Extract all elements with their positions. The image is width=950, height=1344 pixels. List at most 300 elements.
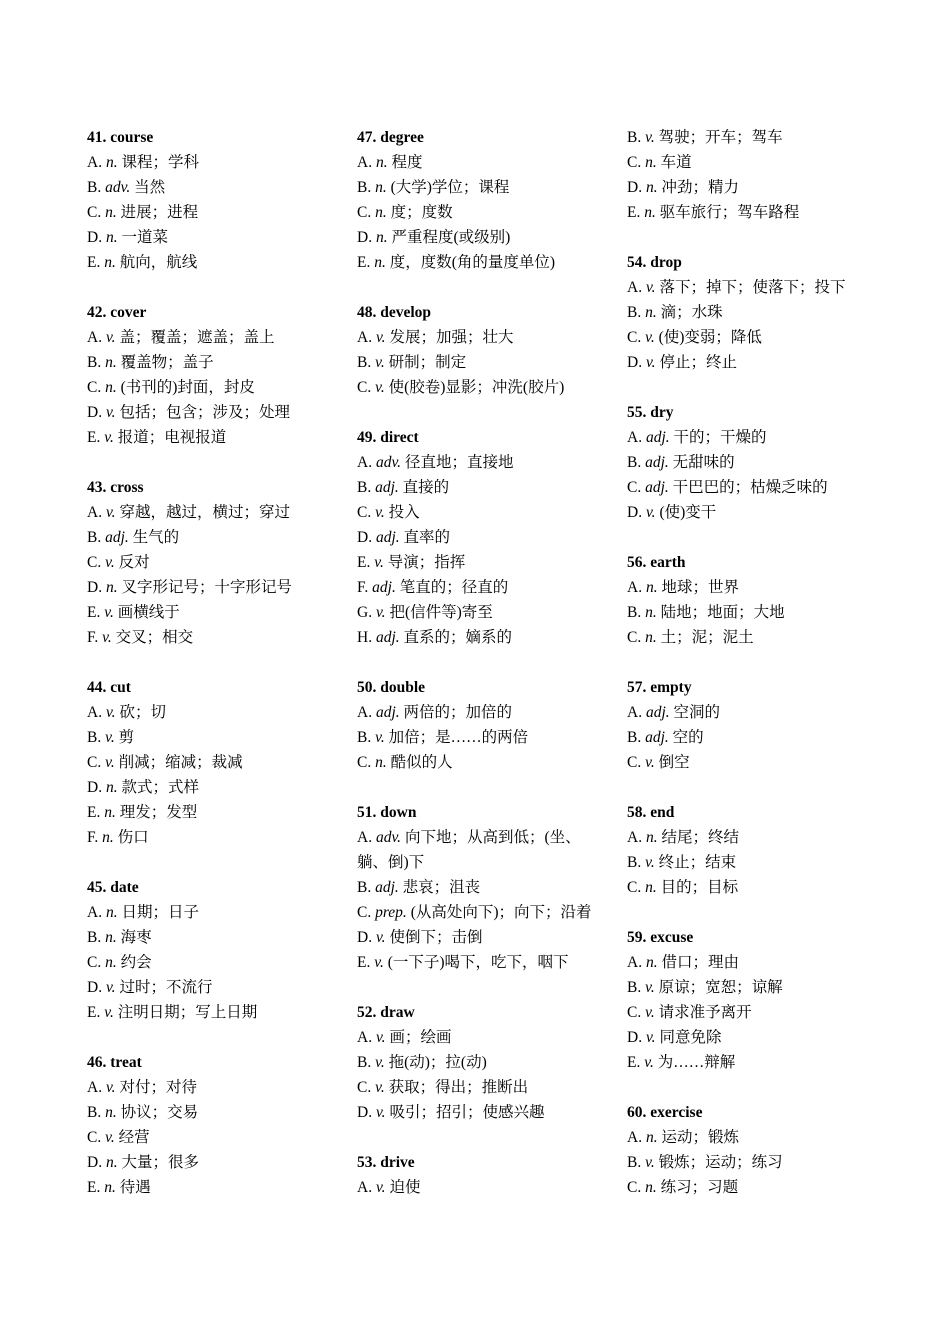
- sense-letter: A.: [357, 329, 373, 346]
- sense-definition: 终止；结束: [658, 854, 737, 871]
- sense-definition: 向下地；从高到低；(坐、躺、倒)下: [357, 829, 581, 871]
- part-of-speech: n.: [645, 1179, 657, 1196]
- sense-line: [87, 925, 327, 950]
- part-of-speech: n.: [105, 954, 117, 971]
- entry-number: 43.: [87, 479, 107, 496]
- sense-letter: A.: [627, 279, 643, 296]
- sense-line: [87, 625, 327, 650]
- part-of-speech: n.: [104, 804, 116, 821]
- sense-letter: A.: [627, 704, 643, 721]
- sense-definition: 直系的；嫡系的: [403, 629, 513, 646]
- part-of-speech: adj.: [375, 529, 400, 546]
- sense-line: [627, 500, 867, 525]
- vocab-entry: [87, 875, 327, 1025]
- sense-line: [357, 1025, 609, 1050]
- sense-letter: H.: [357, 629, 373, 646]
- sense-letter: A.: [87, 329, 103, 346]
- sense-definition: 空洞的: [673, 704, 721, 721]
- entry-word: double: [380, 679, 426, 696]
- sense-letter: B.: [357, 354, 372, 371]
- sense-letter: B.: [357, 479, 372, 496]
- sense-line: [357, 700, 609, 725]
- part-of-speech: v.: [105, 504, 116, 521]
- vocab-entry: [87, 475, 327, 650]
- entry-word: develop: [380, 304, 432, 321]
- sense-letter: C.: [627, 754, 642, 771]
- sense-letter: C.: [357, 1079, 372, 1096]
- vocab-entry: [627, 550, 867, 650]
- sense-line: [87, 1075, 327, 1100]
- sense-definition: 驱车旅行；驾车路程: [659, 204, 800, 221]
- sense-line: [357, 175, 609, 200]
- sense-definition: 冲劲；精力: [661, 179, 739, 196]
- sense-letter: D.: [87, 579, 103, 596]
- sense-line: [627, 1150, 867, 1175]
- sense-definition: 交叉；相交: [115, 629, 194, 646]
- entry-number: 55.: [627, 404, 647, 421]
- entry-word: exercise: [650, 1104, 703, 1121]
- entry-word: date: [110, 879, 139, 896]
- sense-letter: A.: [87, 704, 103, 721]
- vocab-entry: [357, 425, 609, 650]
- sense-definition: 过时；不流行: [119, 979, 213, 996]
- part-of-speech: v.: [374, 954, 384, 971]
- part-of-speech: adj.: [372, 579, 396, 596]
- sense-definition: 注明日期；写上日期: [117, 1004, 258, 1021]
- sense-definition: 空的: [672, 729, 704, 746]
- vocab-entry: [357, 125, 609, 275]
- sense-line: [627, 125, 867, 150]
- part-of-speech: n.: [105, 229, 118, 246]
- part-of-speech: adj.: [645, 729, 669, 746]
- sense-letter: C.: [627, 479, 642, 496]
- sense-letter: C.: [87, 379, 102, 396]
- sense-letter: C.: [357, 754, 372, 771]
- sense-line: [627, 700, 867, 725]
- sense-line: [87, 950, 327, 975]
- entry-headword: [627, 400, 867, 425]
- sense-letter: G.: [357, 604, 373, 621]
- sense-letter: F.: [87, 629, 99, 646]
- part-of-speech: v.: [105, 729, 115, 746]
- vocab-entry: [87, 675, 327, 850]
- sense-letter: C.: [87, 554, 102, 571]
- sense-definition: 拖(动)；拉(动): [388, 1054, 487, 1071]
- sense-letter: F.: [87, 829, 99, 846]
- part-of-speech: v.: [645, 854, 655, 871]
- sense-letter: E.: [357, 954, 371, 971]
- entry-number: 58.: [627, 804, 647, 821]
- entry-headword: [627, 1100, 867, 1125]
- sense-line: [87, 1125, 327, 1150]
- sense-definition: 严重程度(或级别): [391, 229, 511, 246]
- entry-number: 56.: [627, 554, 647, 571]
- sense-line: [87, 800, 327, 825]
- sense-letter: D.: [87, 1154, 103, 1171]
- entry-word: cut: [110, 679, 131, 696]
- sense-line: [627, 1175, 867, 1200]
- part-of-speech: v.: [645, 979, 655, 996]
- sense-line: [627, 975, 867, 1000]
- entry-number: 44.: [87, 679, 107, 696]
- sense-definition: 请求准予离开: [658, 1004, 752, 1021]
- sense-definition: 干的；干燥的: [673, 429, 767, 446]
- sense-line: [357, 750, 609, 775]
- part-of-speech: n.: [104, 1179, 116, 1196]
- sense-definition: 伤口: [117, 829, 149, 846]
- sense-definition: 悲哀；沮丧: [402, 879, 481, 896]
- sense-line: [87, 575, 327, 600]
- sense-line: [87, 825, 327, 850]
- entry-word: direct: [380, 429, 419, 446]
- entry-word: earth: [650, 554, 686, 571]
- sense-definition: 原谅；宽恕；谅解: [658, 979, 783, 996]
- part-of-speech: n.: [645, 1129, 658, 1146]
- entry-number: 57.: [627, 679, 647, 696]
- entry-headword: [627, 800, 867, 825]
- part-of-speech: v.: [375, 329, 386, 346]
- sense-letter: D.: [357, 229, 373, 246]
- sense-definition: 练习；习题: [660, 1179, 739, 1196]
- part-of-speech: n.: [105, 579, 118, 596]
- entry-number: 42.: [87, 304, 107, 321]
- part-of-speech: n.: [375, 229, 388, 246]
- column-1: [87, 125, 327, 1225]
- vocab-entry: [357, 800, 609, 975]
- sense-line: [87, 975, 327, 1000]
- sense-letter: B.: [627, 604, 642, 621]
- entry-headword: [87, 875, 327, 900]
- sense-definition: 为……辩解: [657, 1054, 736, 1071]
- entry-word: degree: [380, 129, 424, 146]
- sense-letter: A.: [357, 154, 373, 171]
- part-of-speech: v.: [645, 1029, 656, 1046]
- sense-letter: B.: [357, 1054, 372, 1071]
- sense-line: [357, 1100, 609, 1125]
- entry-headword: [87, 675, 327, 700]
- sense-line: [627, 450, 867, 475]
- sense-definition: 程度: [391, 154, 423, 171]
- sense-line: [627, 875, 867, 900]
- entry-number: 48.: [357, 304, 377, 321]
- part-of-speech: v.: [105, 329, 116, 346]
- sense-line: [87, 525, 327, 550]
- sense-definition: 驾驶；开车；驾车: [658, 129, 783, 146]
- sense-letter: B.: [87, 529, 102, 546]
- vocab-entry: [627, 125, 867, 225]
- sense-definition: (使)变干: [659, 504, 717, 521]
- sense-definition: 画；绘画: [389, 1029, 452, 1046]
- sense-definition: 使倒下；击倒: [389, 929, 483, 946]
- sense-line: [87, 1100, 327, 1125]
- sense-definition: 理发；发型: [119, 804, 198, 821]
- part-of-speech: v.: [105, 979, 116, 996]
- sense-letter: A.: [357, 1179, 373, 1196]
- column-2: [357, 125, 609, 1225]
- sense-line: [627, 750, 867, 775]
- part-of-speech: n.: [102, 829, 114, 846]
- entry-headword: [87, 1050, 327, 1075]
- sense-line: [357, 475, 609, 500]
- sense-letter: C.: [627, 1004, 642, 1021]
- sense-line: [627, 575, 867, 600]
- part-of-speech: adj.: [375, 879, 399, 896]
- sense-definition: 生气的: [132, 529, 180, 546]
- part-of-speech: n.: [105, 779, 118, 796]
- sense-line: [87, 900, 327, 925]
- part-of-speech: v.: [105, 704, 116, 721]
- part-of-speech: n.: [375, 204, 387, 221]
- part-of-speech: v.: [375, 729, 385, 746]
- sense-definition: 借口；理由: [661, 954, 739, 971]
- sense-line: [87, 175, 327, 200]
- sense-letter: A.: [357, 829, 373, 846]
- part-of-speech: adj.: [645, 479, 669, 496]
- part-of-speech: n.: [105, 379, 117, 396]
- sense-letter: B.: [87, 929, 102, 946]
- sense-letter: B.: [357, 729, 372, 746]
- sense-definition: 一道菜: [121, 229, 168, 246]
- sense-definition: 约会: [120, 954, 152, 971]
- part-of-speech: n.: [645, 879, 657, 896]
- sense-letter: C.: [87, 1129, 102, 1146]
- sense-line: [357, 875, 609, 900]
- sense-line: [357, 250, 609, 275]
- vocab-entry: [87, 125, 327, 275]
- part-of-speech: v.: [375, 1029, 386, 1046]
- sense-letter: D.: [627, 179, 643, 196]
- sense-definition: 导演；指挥: [387, 554, 466, 571]
- sense-definition: 停止；终止: [659, 354, 737, 371]
- sense-line: [627, 200, 867, 225]
- sense-letter: A.: [357, 1029, 373, 1046]
- sense-letter: D.: [627, 354, 643, 371]
- sense-definition: 倒空: [658, 754, 690, 771]
- sense-definition: 度；度数: [390, 204, 453, 221]
- sense-definition: 车道: [660, 154, 692, 171]
- entry-headword: [627, 250, 867, 275]
- part-of-speech: adv.: [105, 179, 131, 196]
- entry-headword: [357, 125, 609, 150]
- sense-line: [357, 200, 609, 225]
- sense-line: [87, 350, 327, 375]
- sense-definition: 航向，航线: [119, 254, 198, 271]
- sense-letter: A.: [87, 1079, 103, 1096]
- part-of-speech: n.: [105, 904, 118, 921]
- entry-word: course: [110, 129, 154, 146]
- entry-word: draw: [380, 1004, 415, 1021]
- part-of-speech: n.: [375, 179, 387, 196]
- entry-word: end: [650, 804, 675, 821]
- sense-definition: 盖；覆盖；遮盖；盖上: [119, 329, 275, 346]
- part-of-speech: v.: [105, 1129, 115, 1146]
- sense-letter: F.: [357, 579, 369, 596]
- sense-line: [627, 1000, 867, 1025]
- entry-number: 45.: [87, 879, 107, 896]
- sense-letter: B.: [627, 854, 642, 871]
- entry-headword: [87, 475, 327, 500]
- sense-line: [357, 825, 609, 875]
- part-of-speech: v.: [645, 1004, 655, 1021]
- part-of-speech: n.: [105, 1154, 118, 1171]
- sense-definition: 滴；水珠: [660, 304, 723, 321]
- entry-number: 59.: [627, 929, 647, 946]
- vocab-entry: [627, 800, 867, 900]
- sense-definition: 包括；包含；涉及；处理: [119, 404, 290, 421]
- sense-definition: 结尾；终结: [661, 829, 739, 846]
- part-of-speech: n.: [645, 154, 657, 171]
- sense-letter: C.: [357, 504, 372, 521]
- sense-line: [357, 350, 609, 375]
- entry-headword: [87, 125, 327, 150]
- part-of-speech: n.: [375, 754, 387, 771]
- part-of-speech: v.: [105, 1079, 116, 1096]
- part-of-speech: v.: [645, 754, 655, 771]
- entry-number: 53.: [357, 1154, 377, 1171]
- part-of-speech: adj.: [375, 629, 400, 646]
- part-of-speech: v.: [644, 1054, 654, 1071]
- vocab-entry: [627, 925, 867, 1075]
- sense-line: [627, 1050, 867, 1075]
- sense-letter: C.: [357, 904, 372, 921]
- sense-line: [627, 475, 867, 500]
- sense-definition: 获取；得出；推断出: [388, 1079, 529, 1096]
- sense-definition: 砍；切: [119, 704, 166, 721]
- sense-line: [357, 150, 609, 175]
- sense-letter: C.: [87, 954, 102, 971]
- entry-word: empty: [650, 679, 692, 696]
- sense-definition: 海枣: [120, 929, 152, 946]
- sense-line: [357, 950, 609, 975]
- entry-word: cross: [110, 479, 144, 496]
- sense-line: [357, 525, 609, 550]
- sense-definition: 吸引；招引；使感兴趣: [389, 1104, 545, 1121]
- part-of-speech: adj.: [645, 704, 670, 721]
- sense-definition: 直率的: [403, 529, 451, 546]
- sense-line: [357, 450, 609, 475]
- sense-line: [87, 500, 327, 525]
- part-of-speech: v.: [102, 629, 112, 646]
- part-of-speech: v.: [104, 604, 114, 621]
- sense-letter: E.: [87, 1004, 101, 1021]
- entry-number: 52.: [357, 1004, 377, 1021]
- sense-letter: E.: [87, 429, 101, 446]
- part-of-speech: n.: [645, 829, 658, 846]
- sense-definition: 发展；加强；壮大: [389, 329, 514, 346]
- sense-letter: D.: [87, 779, 103, 796]
- sense-letter: B.: [627, 1154, 642, 1171]
- sense-letter: C.: [627, 629, 642, 646]
- sense-definition: 径直地；直接地: [404, 454, 514, 471]
- sense-letter: A.: [357, 454, 373, 471]
- part-of-speech: v.: [105, 554, 115, 571]
- part-of-speech: adv.: [375, 829, 402, 846]
- sense-letter: C.: [87, 204, 102, 221]
- sense-letter: A.: [627, 1129, 643, 1146]
- sense-definition: 地球；世界: [661, 579, 739, 596]
- sense-definition: 反对: [118, 554, 150, 571]
- sense-letter: D.: [87, 979, 103, 996]
- part-of-speech: adv.: [375, 454, 402, 471]
- sense-definition: 对付；对待: [119, 1079, 197, 1096]
- entry-headword: [357, 675, 609, 700]
- part-of-speech: v.: [645, 504, 656, 521]
- sense-definition: 报道；电视报道: [117, 429, 227, 446]
- sense-line: [627, 625, 867, 650]
- sense-line: [627, 150, 867, 175]
- part-of-speech: n.: [645, 304, 657, 321]
- part-of-speech: n.: [105, 204, 117, 221]
- vocab-entry: [357, 1000, 609, 1125]
- sense-line: [357, 375, 609, 400]
- sense-line: [87, 200, 327, 225]
- sense-line: [87, 250, 327, 275]
- sense-definition: 经营: [118, 1129, 150, 1146]
- sense-letter: C.: [627, 1179, 642, 1196]
- part-of-speech: v.: [105, 754, 115, 771]
- sense-definition: 目的；目标: [660, 879, 739, 896]
- part-of-speech: v.: [375, 1104, 386, 1121]
- sense-definition: 迫使: [389, 1179, 421, 1196]
- part-of-speech: v.: [105, 404, 116, 421]
- sense-letter: C.: [627, 154, 642, 171]
- vocab-entry: [357, 1150, 609, 1200]
- part-of-speech: n.: [645, 954, 658, 971]
- part-of-speech: n.: [645, 629, 657, 646]
- sense-letter: C.: [627, 879, 642, 896]
- entry-headword: [627, 550, 867, 575]
- sense-line: [357, 625, 609, 650]
- entry-number: 47.: [357, 129, 377, 146]
- part-of-speech: v.: [645, 354, 656, 371]
- sense-line: [357, 1175, 609, 1200]
- sense-line: [87, 225, 327, 250]
- entry-number: 50.: [357, 679, 377, 696]
- sense-letter: D.: [357, 529, 373, 546]
- sense-letter: D.: [87, 229, 103, 246]
- sense-letter: B.: [627, 729, 642, 746]
- sense-definition: 款式；式样: [121, 779, 199, 796]
- part-of-speech: n.: [105, 929, 117, 946]
- sense-definition: 干巴巴的；枯燥乏味的: [672, 479, 828, 496]
- entry-headword: [357, 1150, 609, 1175]
- sense-letter: D.: [357, 929, 373, 946]
- vocab-entry: [87, 300, 327, 450]
- sense-letter: C.: [627, 329, 642, 346]
- sense-definition: 画横线于: [117, 604, 180, 621]
- sense-definition: 使(胶卷)显影；冲洗(胶片): [388, 379, 565, 396]
- entry-headword: [627, 925, 867, 950]
- sense-letter: E.: [87, 804, 101, 821]
- sense-letter: A.: [627, 429, 643, 446]
- sense-letter: B.: [87, 179, 102, 196]
- part-of-speech: n.: [645, 179, 658, 196]
- vocab-entry: [357, 675, 609, 775]
- part-of-speech: v.: [375, 379, 385, 396]
- sense-definition: 课程；学科: [121, 154, 199, 171]
- sense-definition: 削减；缩减；裁减: [118, 754, 243, 771]
- sense-line: [87, 325, 327, 350]
- sense-line: [357, 925, 609, 950]
- entry-word: drive: [380, 1154, 415, 1171]
- part-of-speech: v.: [375, 604, 386, 621]
- entry-number: 51.: [357, 804, 377, 821]
- part-of-speech: n.: [105, 354, 117, 371]
- sense-definition: 土；泥；泥土: [660, 629, 754, 646]
- part-of-speech: v.: [375, 1179, 386, 1196]
- sense-definition: 研制；制定: [388, 354, 467, 371]
- sense-letter: A.: [627, 579, 643, 596]
